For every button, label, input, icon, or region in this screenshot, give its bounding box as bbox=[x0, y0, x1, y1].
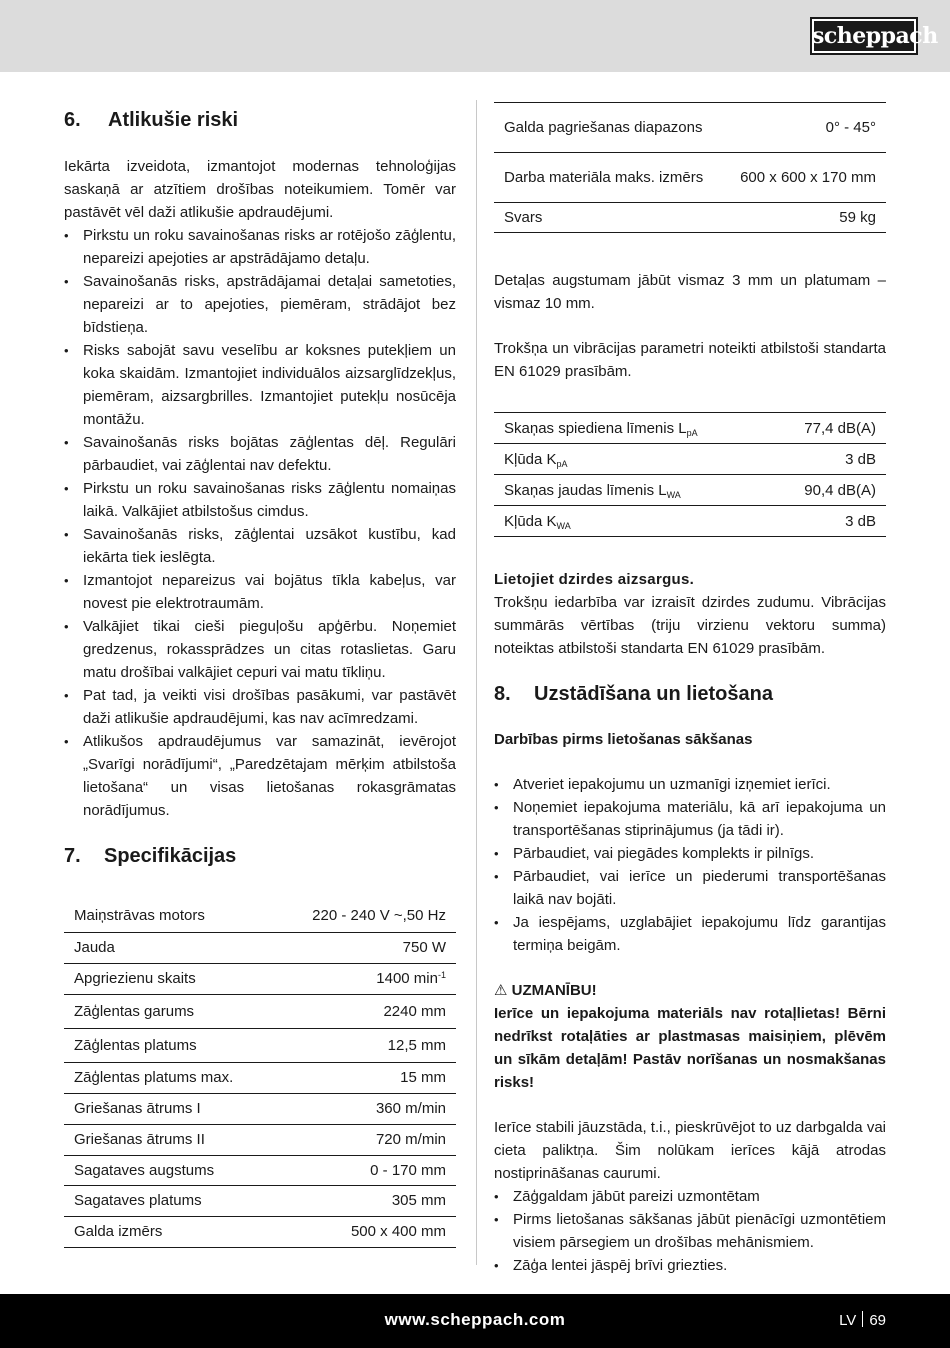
list-item: • Savainošanās risks, zāģlentai uzsākot kustību, kad iekārta tiek ieslēgta. bbox=[64, 523, 456, 569]
section-number: 8. bbox=[494, 683, 511, 705]
footer-website: www.scheppach.com bbox=[384, 1310, 566, 1329]
table-row bbox=[64, 963, 456, 994]
spec-value: 2240 mm bbox=[383, 1002, 446, 1020]
preparation-list bbox=[494, 773, 886, 957]
noise-value: 90,4 dB(A) bbox=[804, 481, 876, 499]
section-6-heading bbox=[64, 106, 456, 134]
table-row bbox=[494, 153, 886, 203]
table-row bbox=[64, 1093, 456, 1124]
hearing-protection-title: Lietojiet dzirdes aizsargus. bbox=[494, 571, 695, 588]
list-item: • Zāģgaldam jābūt pareizi uzmontētam bbox=[494, 1185, 886, 1208]
list-item: • Risks sabojāt savu veselību ar koksnes putekļiem un koka skaidām. Izmantojiet individuālos aizsarglīdzekļus, piemēram, aizsargbrilles. Izmantojiet putekļu nosūcēja montāžu. bbox=[64, 339, 456, 431]
page-number: 69 bbox=[869, 1312, 886, 1329]
noise-label bbox=[494, 413, 768, 444]
spec-label: Griešanas ātrums II bbox=[74, 1131, 205, 1148]
spec-label: Jauda bbox=[74, 939, 115, 956]
table-row bbox=[64, 1155, 456, 1185]
spec-label: Galda pagriešanas diapazons bbox=[504, 118, 703, 136]
table-row bbox=[64, 932, 456, 963]
spec-label: Sagataves augstums bbox=[74, 1161, 215, 1179]
table-row bbox=[64, 994, 456, 1028]
list-item: • Noņemiet iepakojuma materiālu, kā arī iepakojuma un transportēšanas stiprinājumus (ja tādi ir). bbox=[494, 796, 886, 842]
list-item: • Atveriet iepakojumu un uzmanīgi izņemiet ierīci. bbox=[494, 773, 886, 796]
list-item: • Izmantojot nepareizus vai bojātus tīkla kabeļus, var novest pie elektrotraumām. bbox=[64, 569, 456, 615]
left-column bbox=[64, 100, 456, 1248]
warning-heading bbox=[494, 979, 886, 1002]
section-7-heading bbox=[64, 842, 456, 870]
noise-label-subscript: WA bbox=[556, 520, 571, 531]
spec-label: Galda izmērs bbox=[74, 1223, 163, 1240]
hearing-protection-text: Trokšņu iedarbība var izraisīt dzirdes zudumu. Vibrācijas summārās vērtības (triju virzienu vektoru summa) noteiktas atbilstoši standarta EN 61029 prasībām. bbox=[494, 594, 886, 657]
page-indicator bbox=[839, 1309, 886, 1332]
noise-table bbox=[494, 412, 886, 537]
spec-value-number: 1400 min bbox=[376, 970, 438, 987]
spec-label: Darba materiāla maks. izmērs bbox=[504, 168, 704, 186]
table-row bbox=[494, 413, 886, 444]
header-bar bbox=[0, 0, 950, 72]
spec-value: 12,5 mm bbox=[387, 1036, 446, 1054]
right-column bbox=[494, 100, 886, 1277]
noise-value: 3 dB bbox=[845, 450, 876, 468]
list-item: • Zāģa lentei jāspēj brīvi griezties. bbox=[494, 1254, 886, 1277]
warning-triangle-icon: ⚠ bbox=[494, 982, 508, 999]
spec-value: 15 mm bbox=[400, 1069, 446, 1086]
table-row bbox=[494, 475, 886, 506]
noise-value: 77,4 dB(A) bbox=[804, 419, 876, 437]
section-8-heading bbox=[494, 680, 886, 708]
section-title: Atlikušie riski bbox=[108, 109, 239, 131]
noise-label-text: Kļūda K bbox=[504, 512, 557, 530]
warning-text: Ierīce un iepakojuma materiāls nav rotaļlietas! Bērni nedrīkst rotaļāties ar plastmasas maisiņiem, plēvēm un sīkām detaļām! Pastāv norīšanas un nosmakšanas risks! bbox=[494, 1005, 886, 1091]
noise-label bbox=[494, 475, 768, 506]
spec-label: Maiņstrāvas motors bbox=[74, 907, 205, 925]
list-item: • Savainošanās risks bojātas zāģlentas dēļ. Regulāri pārbaudiet, vai zāģlentai nav defektu. bbox=[64, 431, 456, 477]
spec-value: 750 W bbox=[402, 939, 446, 956]
spec-label: Zāģlentas platums bbox=[74, 1036, 197, 1054]
table-row bbox=[64, 1062, 456, 1093]
section-number: 7. bbox=[64, 845, 81, 867]
specifications-table-continued bbox=[494, 102, 886, 233]
spec-value: 500 x 400 mm bbox=[350, 1223, 446, 1240]
mounting-list bbox=[494, 1185, 886, 1277]
spec-label: Svars bbox=[504, 209, 543, 226]
noise-value: 3 dB bbox=[845, 512, 876, 530]
table-row bbox=[494, 506, 886, 537]
table-row bbox=[494, 444, 886, 475]
section-8-subtitle: Darbības pirms lietošanas sākšanas bbox=[494, 731, 753, 748]
list-item: • Pārbaudiet, vai ierīce un piederumi transportēšanas laikā nav bojāti. bbox=[494, 865, 886, 911]
section-6-intro: Iekārta izveidota, izmantojot modernas tehnoloģijas saskaņā ar atzītiem drošības noteikumiem. Tomēr var pastāvēt vēl daži atlikušie apdraudējumi. bbox=[64, 158, 456, 221]
spec-label: Sagataves platums bbox=[74, 1192, 202, 1209]
spec-label: Zāģlentas platums max. bbox=[74, 1069, 234, 1086]
table-row bbox=[64, 900, 456, 932]
scheppach-logo: scheppach bbox=[810, 17, 918, 55]
list-item: • Pirkstu un roku savainošanas risks ar rotējošo zāģlentu, nepareizi apejoties ar apstrādājamo detaļu. bbox=[64, 224, 456, 270]
noise-note: Trokšņa un vibrācijas parametri noteikti atbilstoši standarta EN 61029 prasībām. bbox=[494, 340, 886, 380]
page-separator bbox=[862, 1311, 863, 1327]
spec-value bbox=[275, 963, 456, 994]
noise-label-subscript: WA bbox=[666, 489, 681, 500]
residual-risks-list bbox=[64, 224, 456, 822]
table-row bbox=[64, 1216, 456, 1247]
noise-label bbox=[494, 506, 768, 537]
mounting-text: Ierīce stabili jāuzstāda, t.i., pieskrūvējot to uz darbgalda vai cieta paliktņa. Šim nolūkam ierīces kājā atrodas nostiprināšanas caurumi. bbox=[494, 1119, 886, 1182]
spec-value: 305 mm bbox=[391, 1192, 446, 1209]
table-row bbox=[494, 203, 886, 233]
section-number: 6. bbox=[64, 109, 81, 131]
noise-label-text: Skaņas jaudas līmenis L bbox=[504, 481, 667, 499]
section-title: Uzstādīšana un lietošana bbox=[534, 683, 773, 705]
spec-value: 0 - 170 mm bbox=[370, 1161, 446, 1179]
spec-value: 600 x 600 x 170 mm bbox=[740, 169, 876, 186]
list-item: • Ja iespējams, uzglabājiet iepakojumu līdz garantijas termiņa beigām. bbox=[494, 911, 886, 957]
spec-value: 360 m/min bbox=[375, 1100, 446, 1117]
spec-value: 59 kg bbox=[839, 209, 876, 226]
spec-label: Zāģlentas garums bbox=[74, 1002, 195, 1020]
list-item: • Pirms lietošanas sākšanas jābūt pienācīgi uzmontētiem visiem pārsegiem un drošības mehānismiem. bbox=[494, 1208, 886, 1254]
noise-label-text: Skaņas spiediena līmenis L bbox=[504, 419, 687, 437]
list-item: • Pirkstu un roku savainošanas risks zāģlentu nomaiņas laikā. Valkājiet atbilstošus cimdus. bbox=[64, 477, 456, 523]
list-item: • Pārbaudiet, vai piegādes komplekts ir pilnīgs. bbox=[494, 842, 886, 865]
spec-label: Apgriezienu skaits bbox=[74, 970, 196, 987]
noise-label bbox=[494, 444, 768, 475]
noise-label-subscript: pA bbox=[556, 458, 568, 469]
specifications-table bbox=[64, 900, 456, 1248]
noise-label-text: Kļūda K bbox=[504, 450, 557, 468]
language-code: LV bbox=[839, 1312, 857, 1329]
list-item: • Valkājiet tikai cieši pieguļošu apģērbu. Noņemiet gredzenus, rokassprādzes un citas rotaslietas. Garu matu drošībai valkājiet cepuri vai matu tīkliņu. bbox=[64, 615, 456, 684]
table-row bbox=[64, 1185, 456, 1216]
list-item: • Savainošanās risks, apstrādājamai detaļai sametoties, nepareizi ar to apejoties, piemēram, strādājot bez bīdstieņa. bbox=[64, 270, 456, 339]
footer-bar bbox=[0, 1294, 950, 1348]
section-title: Specifikācijas bbox=[104, 845, 237, 867]
min-size-note: Detaļas augstumam jābūt vismaz 3 mm un platumam – vismaz 10 mm. bbox=[494, 272, 886, 312]
spec-value-exponent: -1 bbox=[437, 970, 446, 980]
list-item: • Atlikušos apdraudējumus var samazināt, ievērojot „Svarīgi norādījumi“, „Paredzētajam mērķim atbilstoša lietošana“ un visas lietošanas rokasgrāmatas norādījumus. bbox=[64, 730, 456, 822]
column-divider bbox=[476, 100, 477, 1265]
list-item: • Pat tad, ja veikti visi drošības pasākumi, var pastāvēt daži atlikušie apdraudējumi, kas nav acīmredzami. bbox=[64, 684, 456, 730]
warning-label: UZMANĪBU! bbox=[511, 982, 597, 999]
table-row bbox=[64, 1028, 456, 1062]
spec-label: Griešanas ātrums I bbox=[74, 1100, 201, 1117]
table-row bbox=[494, 103, 886, 153]
spec-value: 0° - 45° bbox=[825, 119, 876, 136]
spec-value: 220 - 240 V ~,50 Hz bbox=[312, 907, 446, 925]
noise-label-subscript: pA bbox=[686, 427, 698, 438]
spec-value: 720 m/min bbox=[375, 1131, 446, 1148]
table-row bbox=[64, 1124, 456, 1155]
